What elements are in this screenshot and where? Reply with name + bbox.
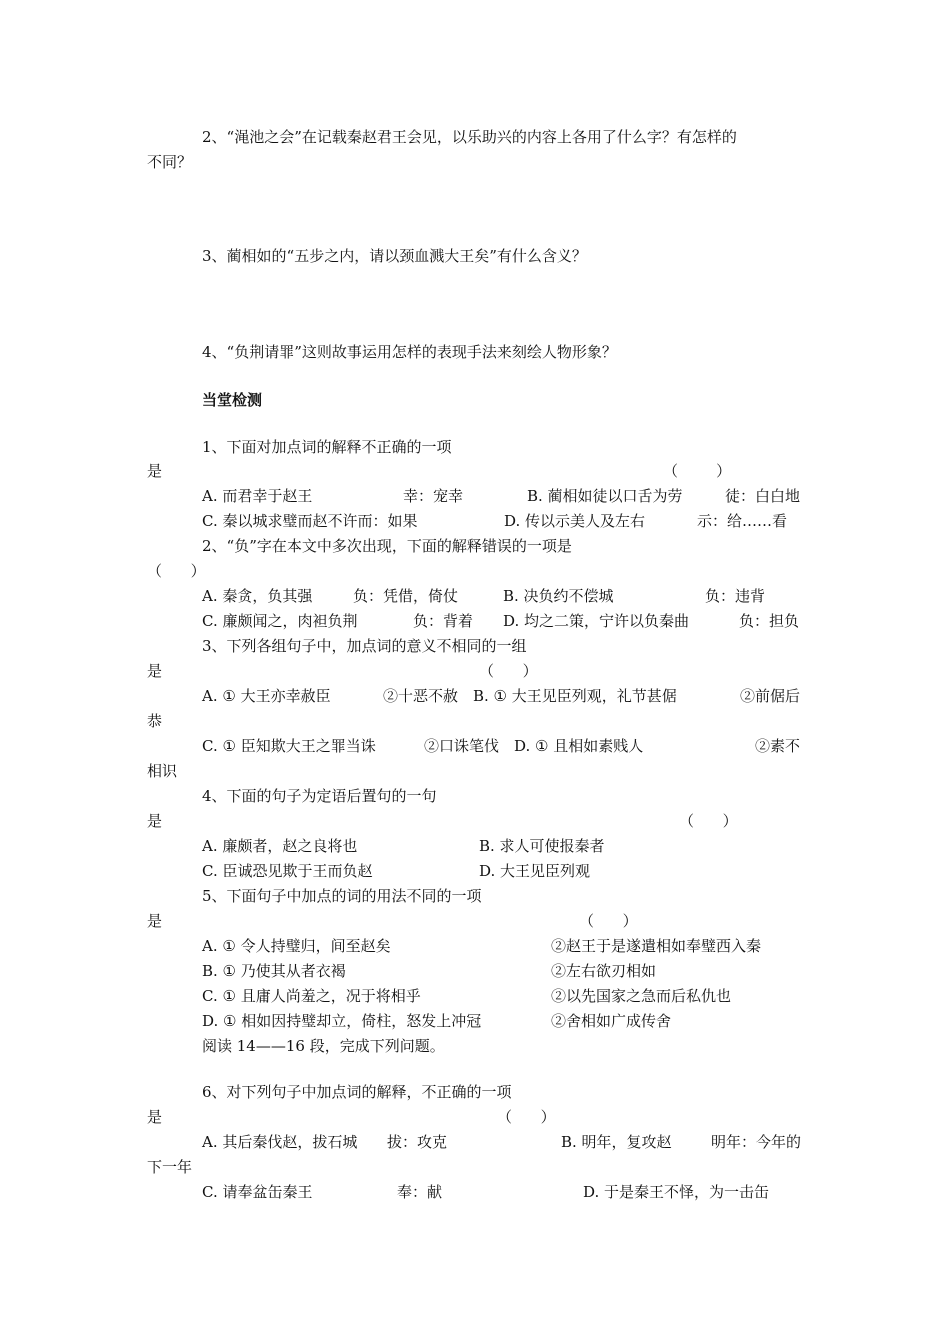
test-5-paren: （ ） [579,912,638,930]
test-6-option-a: A. 其后秦伐赵，拔石城 [202,1133,358,1151]
test-6-option-b: B. 明年，复攻赵 [561,1133,672,1151]
test-2-option-c-gloss: 负：背着 [413,612,474,630]
test-3-option-d: D. ① 且相如素贱人 [514,737,644,755]
test-2-option-c: C. 廉颇闻之，肉袒负荆 [202,612,358,630]
test-2-stem: 2、“负”字在本文中多次出现，下面的解释错误的一项是 [202,537,572,555]
test-5-option-b-2: ②左右欲刃相如 [551,962,657,980]
test-4-option-b: B. 求人可使报秦者 [479,837,605,855]
test-3-option-b-2: ②前倨后 [740,687,801,705]
test-5-option-d: D. ① 相如因持璧却立，倚柱，怒发上冲冠 [202,1012,482,1030]
section-heading: 当堂检测 [202,391,263,409]
test-1-paren: （ ） [663,462,732,480]
test-2-paren: （ ） [147,562,206,580]
question-2-line-1: 2、“渑池之会”在记载秦赵君王会见，以乐助兴的内容上各用了什么字？有怎样的 [202,128,737,146]
test-5-option-c-2: ②以先国家之急而后私仇也 [551,987,732,1005]
test-5-stem: 5、下面句子中加点的词的用法不同的一项 [202,887,482,905]
test-5-option-d-2: ②舍相如广成传舍 [551,1012,672,1030]
question-2-line-2: 不同？ [147,153,193,171]
test-1-option-d: D. 传以示美人及左右 [504,512,646,530]
test-4-stem: 4、下面的句子为定语后置句的一句 [202,787,437,805]
test-4-stem-cont: 是 [147,812,163,830]
test-6-option-d: D. 于是秦王不怿，为一击缶 [583,1183,770,1201]
test-3-option-c-2: ②口诛笔伐 [424,737,500,755]
test-2-option-a-gloss: 负：凭借，倚仗 [353,587,459,605]
test-6-stem-cont: 是 [147,1108,163,1126]
test-4-option-a: A. 廉颇者，赵之良将也 [202,837,358,855]
test-5-stem-cont: 是 [147,912,163,930]
test-3-stem-cont: 是 [147,662,163,680]
question-4: 4、“负荆请罪”这则故事运用怎样的表现手法来刻绘人物形象？ [202,343,617,361]
test-6-option-c-gloss: 奉：献 [397,1183,443,1201]
test-3-option-a: A. ① 大王亦幸赦臣 [202,687,331,705]
test-2-option-d: D. 均之二策，宁许以负秦曲 [503,612,690,630]
test-2-option-b-gloss: 负：违背 [705,587,766,605]
test-3-option-d-2: ②素不 [755,737,801,755]
test-5-option-a: A. ① 令人持璧归，间至赵矣 [202,937,391,955]
question-3: 3、蔺相如的“五步之内，请以颈血溅大王矣”有什么含义？ [202,247,587,265]
test-2-option-a: A. 秦贪，负其强 [202,587,313,605]
test-5-option-b: B. ① 乃使其从者衣褐 [202,962,346,980]
test-3-option-b: B. ① 大王见臣列观，礼节甚倨 [473,687,677,705]
test-6-paren: （ ） [497,1108,556,1126]
test-1-stem: 1、下面对加点词的解释不正确的一项 [202,438,452,456]
test-6-option-c: C. 请奉盆缶秦王 [202,1183,313,1201]
test-1-option-b: B. 蔺相如徒以口舌为劳 [527,487,683,505]
test-3-stem: 3、下列各组句子中，加点词的意义不相同的一组 [202,637,527,655]
test-6-option-b-cont: 下一年 [147,1158,193,1176]
reading-instruction: 阅读 14——16 段，完成下列问题。 [202,1037,445,1055]
test-4-option-d: D. 大王见臣列观 [479,862,591,880]
test-3-option-c: C. ① 臣知欺大王之罪当诛 [202,737,376,755]
test-2-option-d-gloss: 负：担负 [739,612,800,630]
test-5-option-a-2: ②赵王于是遂遣相如奉璧西入秦 [551,937,762,955]
test-1-option-a: A. 而君幸于赵王 [202,487,313,505]
test-3-option-a-2: ②十恶不赦 [383,687,459,705]
test-1-option-c: C. 秦以城求璧而赵不许而：如果 [202,512,418,530]
test-1-option-d-gloss: 示：给……看 [697,512,788,530]
test-1-option-b-gloss: 徒：白白地 [725,487,801,505]
test-3-paren: （ ） [479,662,538,680]
test-1-stem-cont: 是 [147,462,163,480]
test-6-option-b-gloss: 明年：今年的 [711,1133,802,1151]
test-6-option-a-gloss: 拔：攻克 [387,1133,448,1151]
test-4-option-c: C. 臣诚恐见欺于王而负赵 [202,862,373,880]
test-3-option-d-cont: 相识 [147,762,178,780]
test-1-option-a-gloss: 幸：宠幸 [403,487,464,505]
test-6-stem: 6、对下列句子中加点词的解释，不正确的一项 [202,1083,512,1101]
test-5-option-c: C. ① 且庸人尚羞之，况于将相乎 [202,987,421,1005]
test-4-paren: （ ） [679,812,738,830]
test-3-option-b-cont: 恭 [147,712,163,730]
test-2-option-b: B. 决负约不偿城 [503,587,614,605]
